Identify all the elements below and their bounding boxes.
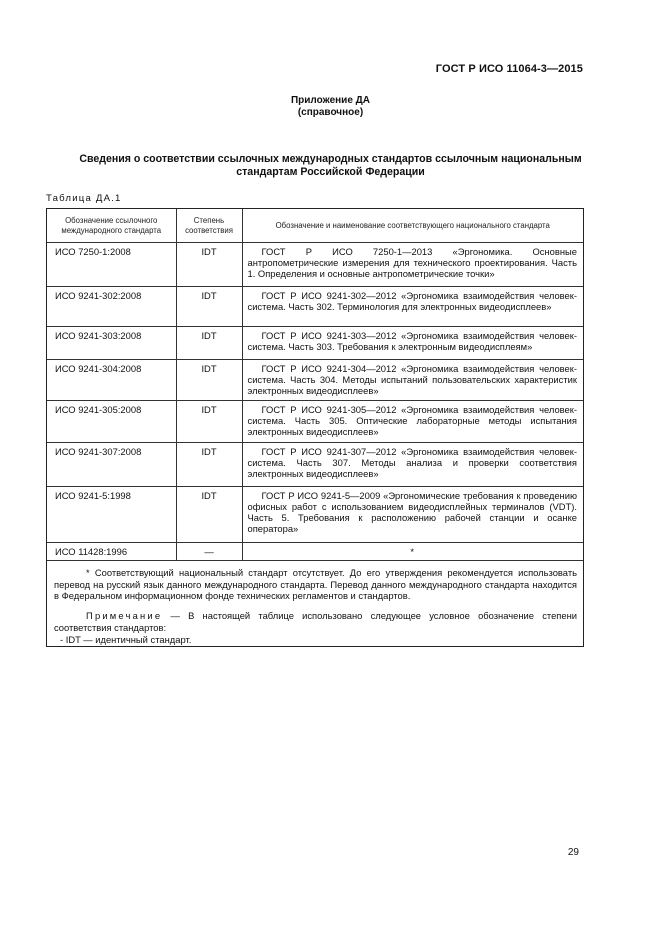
footnote: * Соответствующий национальный стандарт отсутствует. До его утверждения рекомендуется использовать перевод на русский язык данного международного стандарта. Перевод данного международного стандарта находится в Федеральном информационном фонде технических регламентов и стандартов. [54, 566, 577, 602]
cell-national-standard: ГОСТ Р ИСО 9241-305—2012 «Эргономика взаимодействия человек-система. Часть 305. Оптические лабораторные методы испытания электронных видеодисплеев» [242, 400, 583, 442]
correspondence-table-frame [46, 208, 584, 647]
document-code: ГОСТ Р ИСО 11064-3—2015 [435, 63, 583, 75]
correspondence-table [47, 209, 583, 561]
cell-degree: IDT [176, 243, 242, 287]
annex-heading [0, 95, 661, 119]
table-notes [47, 561, 583, 652]
cell-national-standard: ГОСТ Р ИСО 9241-304—2012 «Эргономика взаимодействия человек-система. Часть 304. Методы испытаний пользовательских характеристик электронных видеодисплеев» [242, 360, 583, 401]
table-row [47, 287, 583, 327]
cell-international-standard: ИСО 9241-303:2008 [47, 327, 176, 360]
cell-international-standard: ИСО 9241-307:2008 [47, 442, 176, 486]
cell-degree: — [176, 542, 242, 560]
cell-international-standard: ИСО 7250-1:2008 [47, 243, 176, 287]
cell-national-standard: * [242, 542, 583, 560]
cell-degree: IDT [176, 400, 242, 442]
page-number: 29 [567, 847, 579, 858]
table-row [47, 243, 583, 287]
annex-title: Приложение ДА [290, 95, 371, 106]
cell-degree: IDT [176, 360, 242, 401]
cell-international-standard: ИСО 9241-304:2008 [47, 360, 176, 401]
cell-national-standard: ГОСТ Р ИСО 9241-303—2012 «Эргономика взаимодействия человек-система. Часть 303. Требования к электронным видеодисплеям» [242, 327, 583, 360]
cell-national-standard: ГОСТ Р ИСО 7250-1—2013 «Эргономика. Основные антропометрические измерения для технического проектирования. Часть 1. Определения и основные антропометрические точки» [242, 243, 583, 287]
table-row [47, 327, 583, 360]
note [54, 610, 577, 634]
annex-subtitle: (справочное) [297, 107, 364, 118]
cell-degree: IDT [176, 486, 242, 542]
note-text: — В настоящей таблице использовано следующее условное обозначение степени соответствия стандартов: [54, 610, 577, 633]
cell-international-standard: ИСО 9241-302:2008 [47, 287, 176, 327]
section-title [50, 153, 611, 179]
table-label: Таблица ДА.1 [46, 193, 122, 204]
cell-international-standard: ИСО 9241-305:2008 [47, 400, 176, 442]
header-degree: Степень соответствия [176, 209, 242, 243]
table-row [47, 400, 583, 442]
cell-national-standard: ГОСТ Р ИСО 9241-302—2012 «Эргономика взаимодействия человек-система. Часть 302. Терминология для электронных видеодисплеев» [242, 287, 583, 327]
cell-national-standard: ГОСТ Р ИСО 9241-5—2009 «Эргономические требования к проведению офисных работ с использованием видеодисплейных терминалов (VDT). Часть 5. Требования к расположению рабочей станции и осанке оператора» [242, 486, 583, 542]
cell-international-standard: ИСО 9241-5:1998 [47, 486, 176, 542]
note-list-item: - IDT — идентичный стандарт. [60, 633, 192, 645]
cell-degree: IDT [176, 442, 242, 486]
cell-national-standard: ГОСТ Р ИСО 9241-307—2012 «Эргономика взаимодействия человек-система. Часть 307. Методы анализа и проверки соответствия электронных видеодисплеев» [242, 442, 583, 486]
table-row [47, 542, 583, 560]
table-row [47, 442, 583, 486]
header-international-standard: Обозначение ссылочного международного стандарта [47, 209, 176, 243]
note-label: Примечание [86, 610, 163, 622]
cell-degree: IDT [176, 287, 242, 327]
section-title-line-1: Сведения о соответствии ссылочных международных стандартов ссылочным национальным [79, 153, 582, 165]
section-title-line-2: стандартам Российской Федерации [236, 166, 425, 178]
cell-international-standard: ИСО 11428:1996 [47, 542, 176, 560]
table-row [47, 360, 583, 401]
cell-degree: IDT [176, 327, 242, 360]
table-row [47, 486, 583, 542]
table-header-row [47, 209, 583, 243]
header-national-standard: Обозначение и наименование соответствующего национального стандарта [242, 209, 583, 243]
